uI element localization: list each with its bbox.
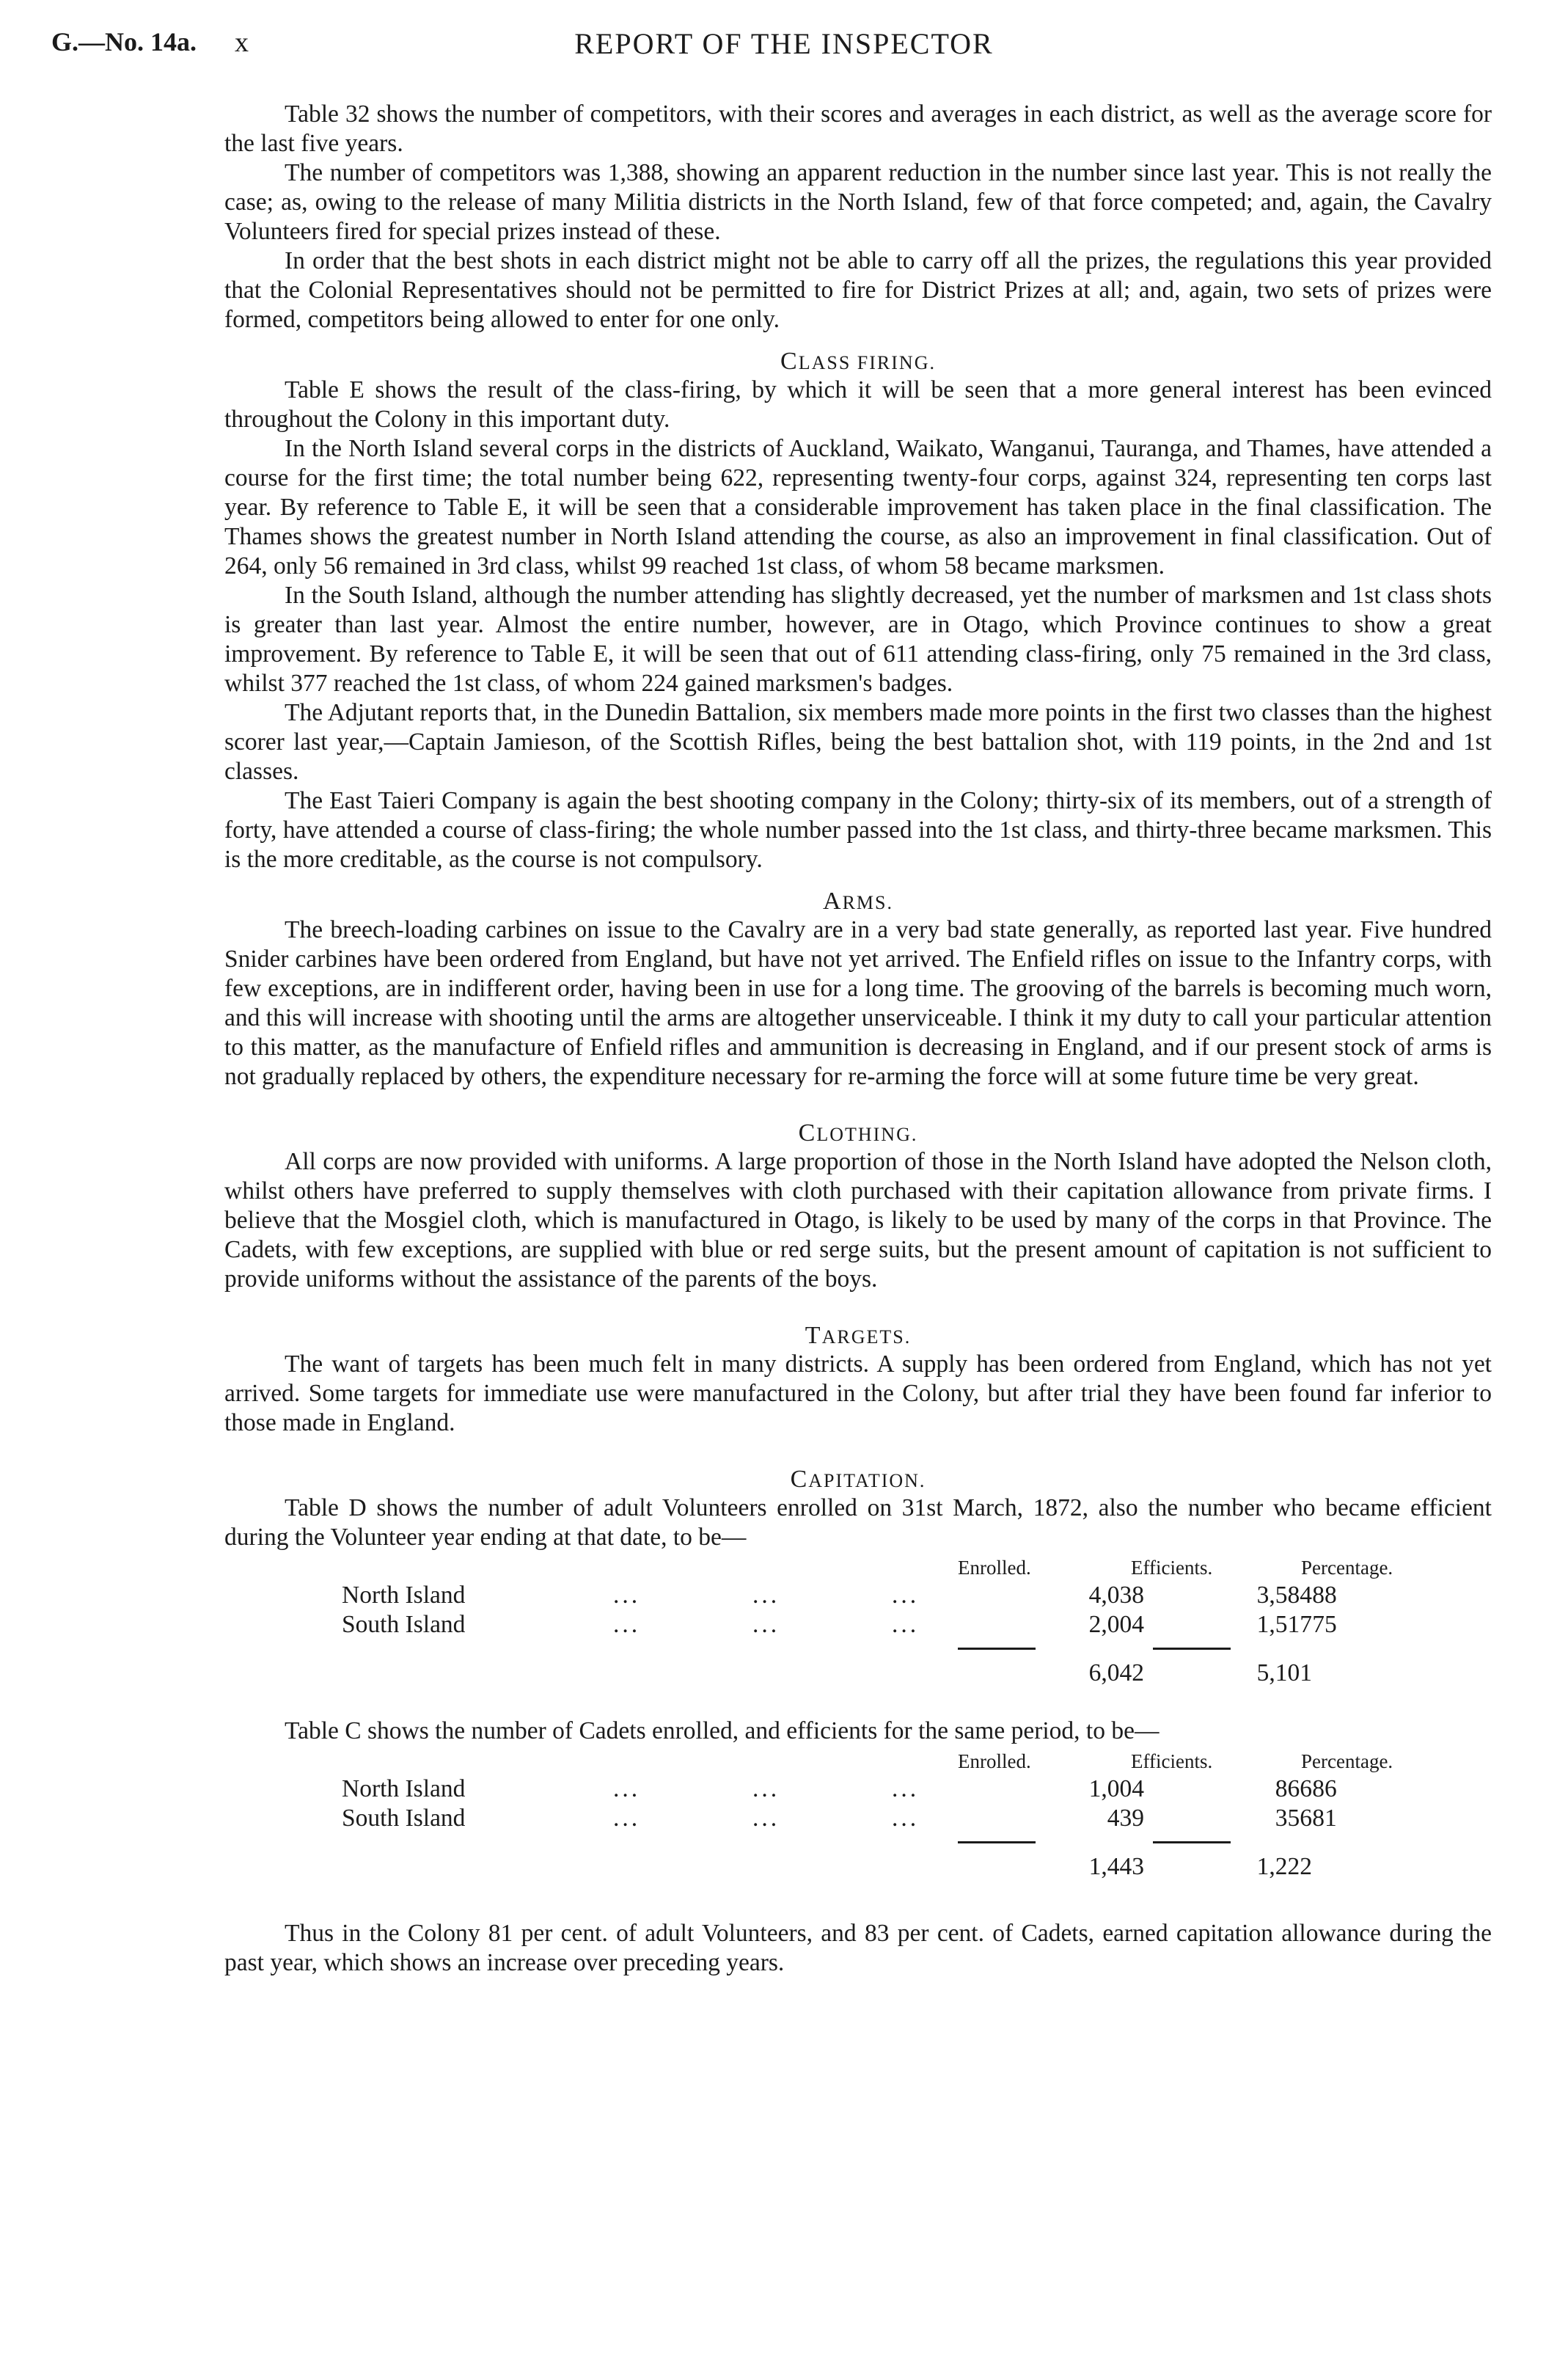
column-header-enrolled: Enrolled. — [958, 1557, 1031, 1579]
table-row: South Island ... ... ... 439 356 81 — [224, 1805, 1492, 1834]
section-heading-arms: ARMS. — [823, 888, 893, 915]
total-rule — [1153, 1648, 1231, 1650]
total-rule — [1153, 1841, 1231, 1843]
percentage-value: 86 — [1312, 1775, 1337, 1802]
paragraph: The Adjutant reports that, in the Dunedin Battalion, six members made more points in the first two classes than the highest scorer last year,—Captain Jamieson, of the Scottish Rifles, being the best battalion shot, with 119 points, in the 2nd and 1st classes. — [224, 699, 1492, 785]
section-heading-clothing: CLOTHING. — [798, 1119, 918, 1147]
paragraph: The number of competitors was 1,388, showing an apparent reduction in the number since last year. This is not really the case; as, owing to the release of many Militia districts in the North Island, few of that force competed; and, again, the Cavalry Volunteers fired for special prizes instead of these. — [224, 159, 1492, 245]
report-body — [224, 100, 1492, 1978]
efficients-value: 1,517 — [1256, 1611, 1312, 1638]
report-title: REPORT OF THE INSPECTOR — [574, 27, 994, 60]
table-total-row — [224, 1853, 1492, 1882]
paragraph: The breech-loading carbines on issue to the Cavalry are in a very bad state generally, as reported last year. Five hundred Snider carbines have been ordered from England, but have not yet arrived. The Enfield rifles on issue to the Infantry corps, with few exceptions, are in indifferent order, having been in use for a long time. The grooving of the barrels is becoming much worn, and this will increase with shooting until the arms are altogether unserviceable. I think it my duty to call your particular attention to this matter, as the manufacture of Enfield rifles and ammunition is decreasing in England, and if our present stock of arms is not gradually replaced by others, the expenditure necessary for re-arming the force will at some future time be very great. — [224, 916, 1492, 1090]
table-row: South Island ... ... ... 2,004 1,517 75 — [224, 1611, 1492, 1640]
page-header — [51, 26, 1517, 70]
column-header-percentage: Percentage. — [1301, 1557, 1393, 1579]
paragraph: In order that the best shots in each district might not be able to carry off all the prizes, the regulations this year provided that the Colonial Representatives should not be permitted to fire for District Prizes at all; and, again, two sets of prizes were formed, competitors being allowed to enter for one only. — [224, 247, 1492, 333]
row-label: South Island — [342, 1611, 466, 1638]
row-label: North Island — [342, 1775, 466, 1802]
column-header-efficients: Efficients. — [1131, 1557, 1213, 1579]
enrolled-value: 2,004 — [1088, 1611, 1144, 1638]
enrolled-value: 1,004 — [1088, 1775, 1144, 1802]
table-row: North Island ... ... ... 1,004 866 86 — [224, 1775, 1492, 1805]
table-total-row — [224, 1659, 1492, 1689]
report-code: G.—No. 14a. — [51, 27, 197, 56]
efficients-value: 3,584 — [1256, 1582, 1312, 1609]
section-heading-class-firing: CLASS FIRING. — [780, 348, 936, 375]
efficients-value: 356 — [1275, 1805, 1312, 1832]
efficients-value: 866 — [1275, 1775, 1312, 1802]
paragraph: Table D shows the number of adult Volunteers enrolled on 31st March, 1872, also the number who became efficient during the Volunteer year ending at that date, to be— — [224, 1494, 1492, 1551]
total-rule — [958, 1841, 1036, 1843]
enrolled-total: 6,042 — [1088, 1659, 1144, 1686]
efficients-total: 5,101 — [1256, 1659, 1312, 1686]
section-heading-capitation: CAPITATION. — [790, 1466, 926, 1493]
enrolled-total: 1,443 — [1088, 1853, 1144, 1880]
enrolled-value: 439 — [1107, 1805, 1144, 1832]
column-header-percentage: Percentage. — [1301, 1750, 1393, 1772]
percentage-value: 81 — [1312, 1805, 1337, 1832]
paragraph: Table C shows the number of Cadets enrolled, and efficients for the same period, to be— — [285, 1717, 1159, 1744]
paragraph: Table E shows the result of the class-firing, by which it will be seen that a more general interest has been evinced throughout the Colony in this important duty. — [224, 376, 1492, 433]
volunteers-table — [224, 1557, 1492, 1703]
paragraph: Thus in the Colony 81 per cent. of adult Volunteers, and 83 per cent. of Cadets, earned capitation allowance during the past year, which shows an increase over preceding years. — [224, 1920, 1492, 1976]
table-row: North Island ... ... ... 4,038 3,584 88 — [224, 1582, 1492, 1611]
paragraph: Table 32 shows the number of competitors, with their scores and averages in each district, as well as the average score for the last five years. — [224, 100, 1492, 157]
paragraph: In the South Island, although the number attending has slightly decreased, yet the number of marksmen and 1st class shots is greater than last year. Almost the entire number, however, are in Otago, which Province continues to show a great improvement. By reference to Table E, it will be seen that out of 611 attending class-firing, only 75 remained in the 3rd class, whilst 377 reached the 1st class, of whom 224 gained marksmen's badges. — [224, 582, 1492, 697]
percentage-value: 88 — [1312, 1582, 1337, 1609]
total-rule — [958, 1648, 1036, 1650]
paragraph: All corps are now provided with uniforms. A large proportion of those in the North Island have adopted the Nelson cloth, whilst others have preferred to supply themselves with cloth purchased with their capitation allowance from private firms. I believe that the Mosgiel cloth, which is manufactured in Otago, is likely to be used by many of the corps in that Province. The Cadets, with few exceptions, are supplied with blue or red serge suits, but the present amount of capitation is not sufficient to provide uniforms without the assistance of the parents of the boys. — [224, 1148, 1492, 1293]
enrolled-value: 4,038 — [1088, 1582, 1144, 1609]
paragraph: The want of targets has been much felt in many districts. A supply has been ordered from England, which has not yet arrived. Some targets for immediate use were manufactured in the Colony, but after trial they have been found far inferior to those made in England. — [224, 1350, 1492, 1436]
column-header-efficients: Efficients. — [1131, 1750, 1213, 1772]
row-label: South Island — [342, 1805, 466, 1832]
page-number: x — [235, 27, 249, 58]
column-header-enrolled: Enrolled. — [958, 1750, 1031, 1772]
efficients-total: 1,222 — [1256, 1853, 1312, 1880]
percentage-value: 75 — [1312, 1611, 1337, 1638]
paragraph: In the North Island several corps in the districts of Auckland, Waikato, Wanganui, Tauranga, and Thames, have attended a course for the first time; the total number being 622, representing twenty-four corps, against 324, representing ten corps last year. By reference to Table E, it will be seen that a considerable improvement has taken place in the final classification. The Thames shows the greatest number in North Island attending the course, as also an improvement in final classification. Out of 264, only 56 remained in 3rd class, whilst 99 reached 1st class, of whom 58 became marksmen. — [224, 435, 1492, 580]
cadets-table — [224, 1750, 1492, 1897]
row-label: North Island — [342, 1582, 466, 1609]
paragraph: The East Taieri Company is again the best shooting company in the Colony; thirty-six of its members, out of a strength of forty, have attended a course of class-firing; the whole number passed into the 1st class, and thirty-three became marksmen. This is the more creditable, as the course is not compulsory. — [224, 787, 1492, 873]
section-heading-targets: TARGETS. — [805, 1322, 912, 1349]
